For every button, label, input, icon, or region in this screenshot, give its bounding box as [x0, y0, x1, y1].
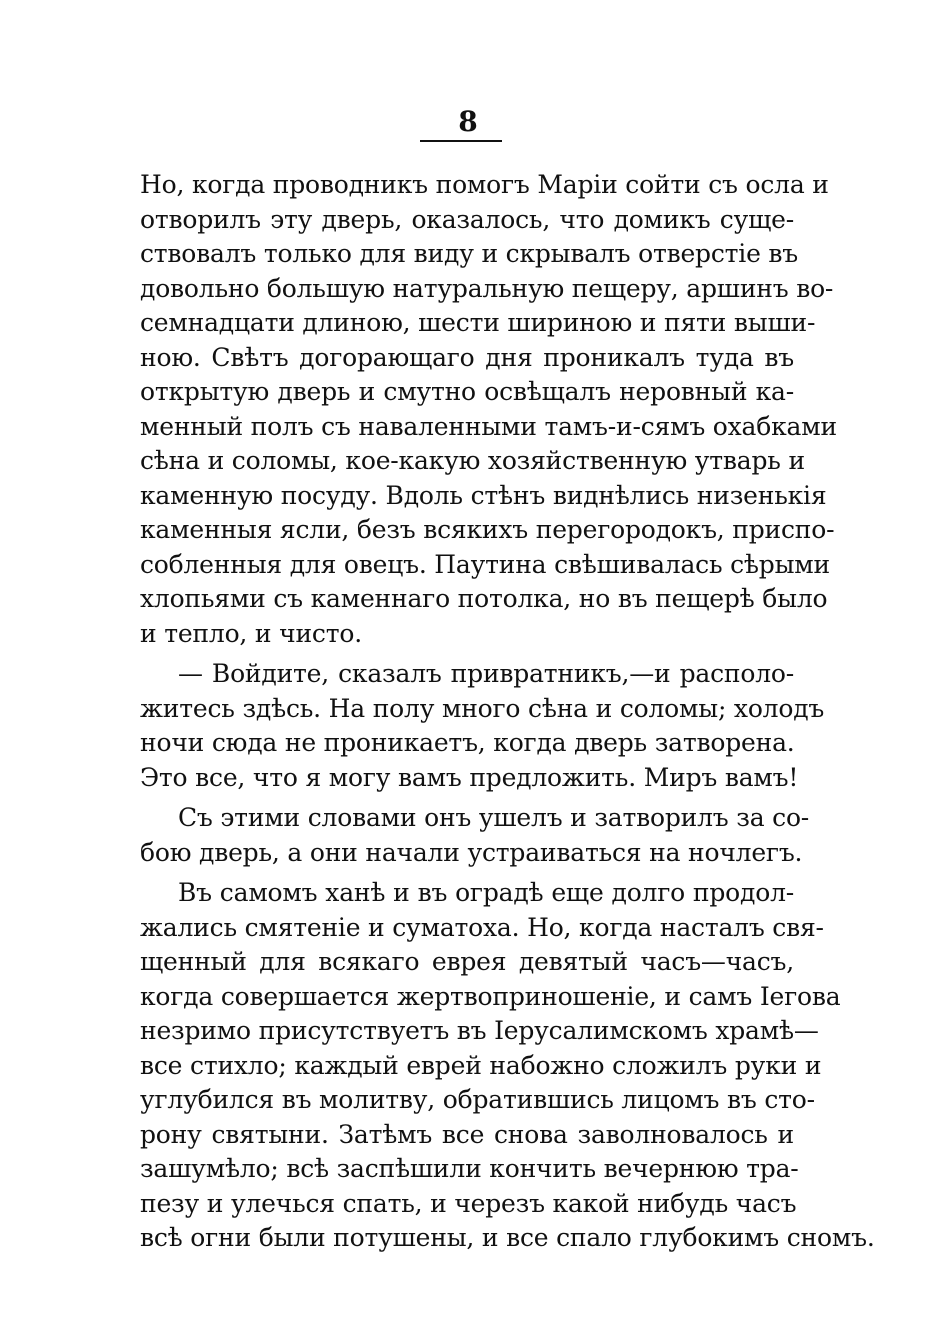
text-line: Съ этими словами онъ ушелъ и затворилъ за со- [178, 803, 810, 832]
page-number-rule [420, 140, 502, 142]
text-line: когда совершается жертвоприношеніе, и самъ Іегова [140, 981, 841, 1011]
text-line: каменныя ясли, безъ всякихъ перегородокъ, приспо- [140, 515, 835, 544]
paragraph-1 [140, 168, 837, 651]
text-line: житесь здѣсь. На полу много сѣна и соломы; холодъ [140, 693, 825, 723]
text-line: углубился въ молитву, обратившись лицомъ въ сто- [140, 1085, 815, 1114]
text-line: довольно большую натуральную пещеру, аршинъ во- [140, 273, 834, 303]
paragraph-2 [140, 657, 825, 795]
body-text [140, 168, 875, 1256]
text-line: Но, когда проводникъ помогъ Маріи сойти съ осла и [140, 170, 829, 199]
text-line: щенный для всякаго еврея девятый часъ—часъ, [140, 947, 794, 976]
text-line: хлопьями съ каменнаго потолка, но въ пещерѣ было [140, 584, 828, 613]
text-line: ствовалъ только для виду и скрывалъ отверстіе въ [140, 239, 799, 268]
text-line: жались смятеніе и суматоха. Но, когда насталъ свя- [140, 912, 824, 942]
paragraph-3 [140, 801, 810, 870]
text-line: семнадцати длиною, шести шириною и пяти выши- [140, 308, 816, 337]
text-line: отворилъ эту дверь, оказалось, что домикъ суще- [140, 204, 794, 234]
text-line: незримо присутствуетъ въ Іерусалимскомъ храмѣ— [140, 1016, 819, 1045]
text-line: всѣ огни были потушены, и все спало глубокимъ сномъ. [140, 1223, 875, 1252]
text-line: и тепло, и чисто. [140, 618, 362, 648]
text-line: пезу и улечься спать, и черезъ какой нибудь часъ [140, 1188, 797, 1218]
text-line: зашумѣло; всѣ заспѣшили кончить вечернюю тра- [140, 1154, 799, 1183]
text-line: все стихло; каждый еврей набожно сложилъ руки и [140, 1050, 822, 1080]
text-line: Это все, что я могу вамъ предложить. Миръ вамъ! [140, 762, 799, 792]
text-line: менный полъ съ наваленными тамъ-и-сямъ охабками [140, 411, 837, 441]
text-line: собленныя для овецъ. Паутина свѣшивалась сѣрыми [140, 549, 831, 579]
text-line: бою дверь, а они начали устраиваться на ночлегъ. [140, 837, 803, 867]
text-line: рону святыни. Затѣмъ все снова заволновалось и [140, 1119, 794, 1149]
text-line: ною. Свѣтъ догорающаго дня проникалъ туда въ [140, 342, 794, 372]
paragraph-4 [140, 876, 875, 1256]
page-number: 8 [458, 105, 478, 138]
text-line: ночи сюда не проникаетъ, когда дверь затворена. [140, 728, 795, 757]
text-line: сѣна и соломы, кое-какую хозяйственную утварь и [140, 446, 805, 475]
text-line: открытую дверь и смутно освѣщалъ неровный ка- [140, 377, 794, 406]
text-line: Въ самомъ ханѣ и въ оградѣ еще долго продол- [178, 878, 794, 907]
text-line: — Войдите, сказалъ привратникъ,—и располо- [178, 659, 794, 688]
text-line: каменную посуду. Вдоль стѣнъ виднѣлись низенькія [140, 480, 827, 510]
